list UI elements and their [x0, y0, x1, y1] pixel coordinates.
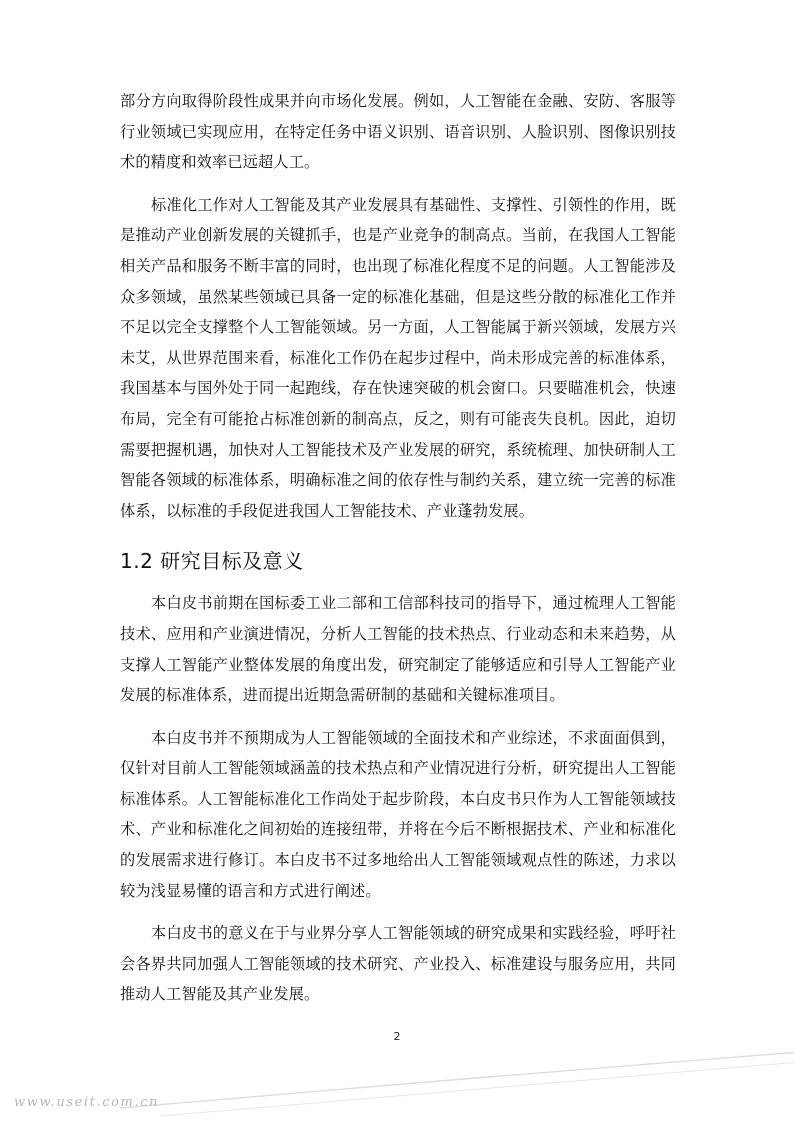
page-number: 2 — [393, 1030, 401, 1043]
watermark-text: www.useit.com.cn — [14, 1095, 160, 1110]
paragraph-significance: 本白皮书的意义在于与业界分享人工智能领域的研究成果和实践经验，呼吁社会各界共同加强人工智能领域的技术研究、产业投入、标准建设与服务应用，共同推动人工智能及其产业发展。 — [120, 924, 676, 1004]
watermark-swoosh-graphic — [120, 1050, 794, 1123]
paragraph-research-goal: 本白皮书前期在国标委工业二部和工信部科技司的指导下，通过梳理人工智能技术、应用和产业演进情况，分析人工智能的技术热点、行业动态和未来趋势，从支撑人工智能产业整体发展的角度出发，研究制定了能够适应和引导人工智能产业发展的标准体系，进而提出近期急需研制的基础和关键标准项目。 — [120, 594, 676, 705]
paragraph-standardization: 标准化工作对人工智能及其产业发展具有基础性、支撑性、引领性的作用，既是推动产业创新发展的关键抓手，也是产业竞争的制高点。当前，在我国人工智能相关产品和服务不断丰富的同时，也出现了标准化程度不足的问题。人工智能涉及众多领域，虽然某些领域已具备一定的标准化基础，但是这些分散的标准化工作并不足以完全支撑整个人工智能领域。另一方面，人工智能属于新兴领域，发展方兴未艾，从世界范围来看，标准化工作仍在起步过程中，尚未形成完善的标准体系，我国基本与国外处于同一起跑线，存在快速突破的机会窗口。只要瞄准机会，快速布局，完全有可能抢占标准创新的制高点，反之，则有可能丧失良机。因此，迫切需要把握机遇，加快对人工智能技术及产业发展的研究，系统梳理、加快研制人工智能各领域的标准体系，明确标准之间的依存性与制约关系，建立统一完善的标准体系，以标准的手段促进我国人工智能技术、产业蓬勃发展。 — [120, 195, 676, 520]
section-heading: 1.2 研究目标及意义 — [120, 549, 304, 574]
paragraph-continuation: 部分方向取得阶段性成果并向市场化发展。例如，人工智能在金融、安防、客服等行业领域已实现应用，在特定任务中语义识别、语音识别、人脸识别、图像识别技术的精度和效率已远超人工。 — [120, 92, 676, 172]
paragraph-scope: 本白皮书并不预期成为人工智能领域的全面技术和产业综述，不求面面俱到，仅针对目前人工智能领域涵盖的技术热点和产业情况进行分析，研究提出人工智能标准体系。人工智能标准化工作尚处于起步阶段，本白皮书只作为人工智能领域技术、产业和标准化之间初始的连接纽带，并将在今后不断根据技术、产业和标准化的发展需求进行修订。本白皮书不过多地给出人工智能领域观点性的陈述，力求以较为浅显易懂的语言和方式进行阐述。 — [120, 728, 676, 900]
page-content — [120, 86, 676, 1010]
